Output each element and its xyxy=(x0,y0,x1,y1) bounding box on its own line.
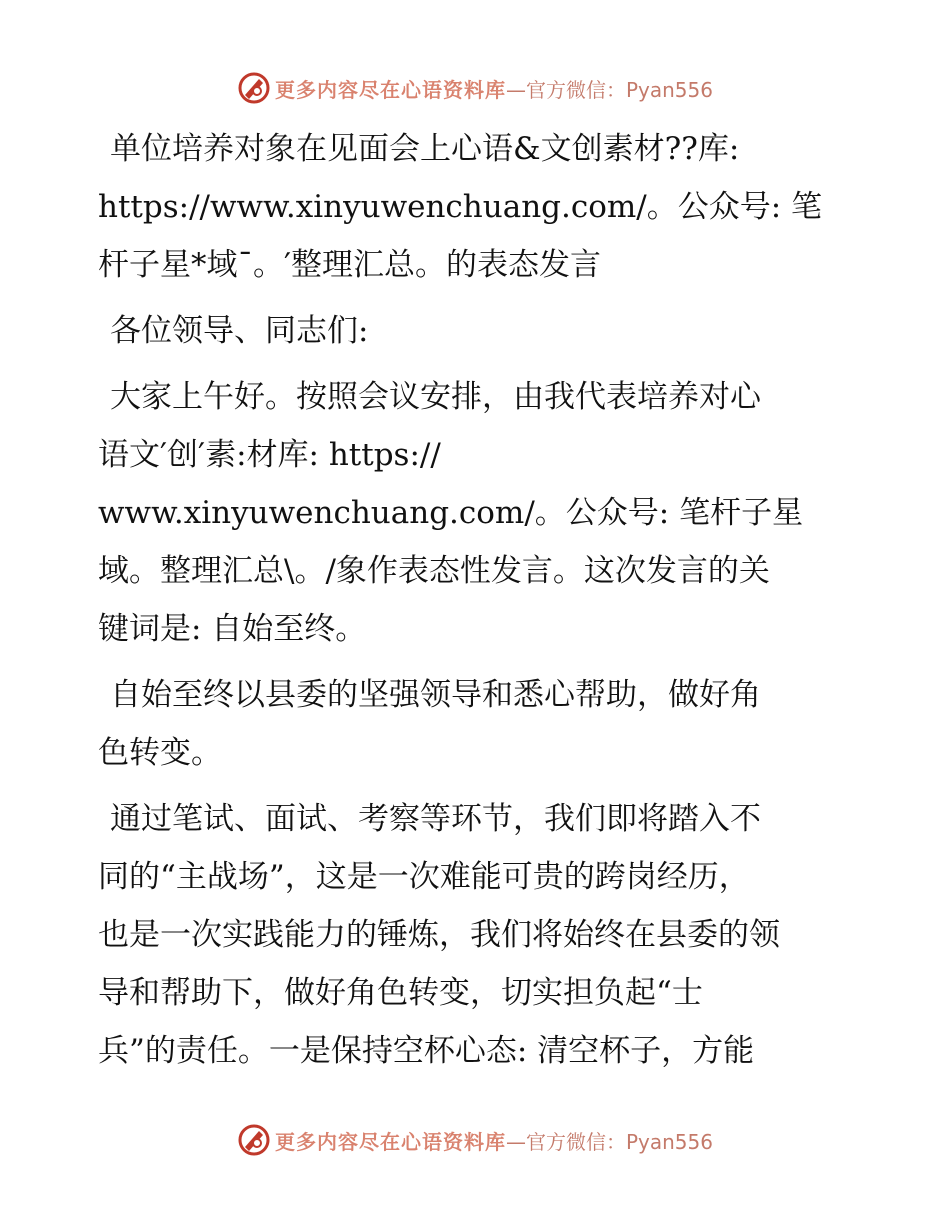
watermark-wechat: —官方微信：Pyan556 xyxy=(505,1129,713,1154)
pen-logo-icon xyxy=(237,71,271,105)
text-line: 也是一次实践能力的锤炼，我们将始终在县委的领 xyxy=(98,917,780,953)
text-line: 同的“主战场”，这是一次难能可贵的跨岗经历， xyxy=(98,859,750,895)
footer-watermark xyxy=(0,1120,950,1160)
paragraph-title xyxy=(98,120,858,294)
pen-logo-icon xyxy=(237,1123,271,1157)
header-watermark xyxy=(0,68,950,108)
watermark-text: 更多内容尽在心语资料库 xyxy=(274,77,506,102)
text-line: 语文′创′素:材库: https:// xyxy=(98,437,441,473)
paragraph-salutation xyxy=(98,302,858,360)
paragraph-heading-1 xyxy=(98,666,858,782)
text-line: www.xinyuwenchuang.com/。公众号: 笔杆子星 xyxy=(98,495,804,531)
text-line: 通过笔试、面试、考察等环节，我们即将踏入不 xyxy=(110,801,761,837)
text-line: 杆子星*域¯。′整理汇总。的表态发言 xyxy=(98,247,602,283)
text-line: 兵”的责任。一是保持空杯心态: 清空杯子，方能 xyxy=(98,1033,755,1069)
paragraph-body xyxy=(98,790,858,1080)
text-line: 自始至终以县委的坚强领导和悉心帮助，做好角 xyxy=(110,677,761,713)
watermark-wechat: —官方微信：Pyan556 xyxy=(505,77,713,102)
text-line: 域。整理汇总\。/象作表态性发言。这次发言的关 xyxy=(98,553,770,589)
text-line: https://www.xinyuwenchuang.com/。公众号: 笔 xyxy=(98,189,823,225)
document-body xyxy=(98,120,858,1088)
text-line: 导和帮助下，做好角色转变，切实担负起“士 xyxy=(98,975,703,1011)
watermark-text: 更多内容尽在心语资料库 xyxy=(274,1129,506,1154)
text-line: 各位领导、同志们: xyxy=(110,313,369,349)
text-line: 单位培养对象在见面会上心语&文创素材??库: xyxy=(110,131,740,167)
text-line: 键词是: 自始至终。 xyxy=(98,611,367,647)
paragraph-opening xyxy=(98,368,858,658)
text-line: 色转变。 xyxy=(98,735,222,771)
text-line: 大家上午好。按照会议安排，由我代表培养对心 xyxy=(110,379,761,415)
